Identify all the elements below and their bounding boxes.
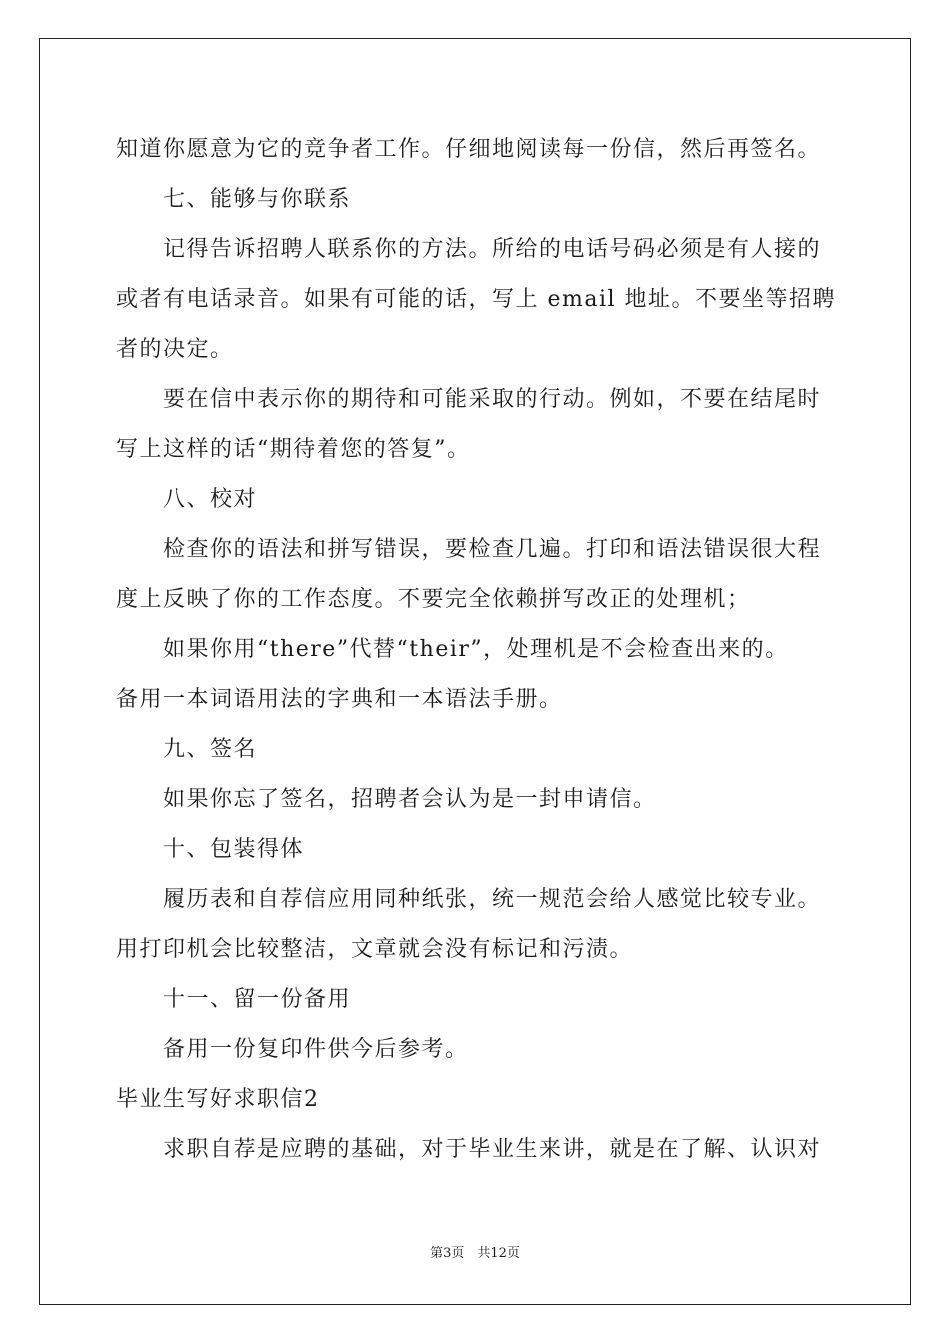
body-line: 知道你愿意为它的竞争者工作。仔细地阅读每一份信，然后再签名。 bbox=[116, 137, 822, 162]
body-line: 如果你用“there”代替“their”，处理机是不会检查出来的。 bbox=[163, 637, 789, 662]
section-heading-10: 十、包装得体 bbox=[163, 837, 305, 862]
section-heading-7: 七、能够与你联系 bbox=[163, 187, 352, 212]
body-line: 履历表和自荐信应用同种纸张，统一规范会给人感觉比较专业。 bbox=[163, 887, 822, 912]
body-line: 记得告诉招聘人联系你的方法。所给的电话号码必须是有人接的 bbox=[163, 237, 822, 262]
article-title: 毕业生写好求职信2 bbox=[116, 1087, 320, 1112]
section-heading-11: 十一、留一份备用 bbox=[163, 987, 352, 1012]
page-footer: 第3页 共12页 bbox=[430, 1246, 520, 1261]
section-heading-8: 八、校对 bbox=[163, 487, 258, 512]
body-line: 者的决定。 bbox=[116, 337, 234, 362]
body-line: 备用一本词语用法的字典和一本语法手册。 bbox=[116, 687, 563, 712]
body-line: 备用一份复印件供今后参考。 bbox=[163, 1037, 469, 1062]
body-line: 或者有电话录音。如果有可能的话，写上 email 地址。不要坐等招聘 bbox=[116, 287, 837, 312]
body-line: 度上反映了你的工作态度。不要完全依赖拼写改正的处理机； bbox=[116, 587, 751, 612]
body-line: 求职自荐是应聘的基础，对于毕业生来讲，就是在了解、认识对 bbox=[163, 1137, 822, 1162]
section-heading-9: 九、签名 bbox=[163, 737, 258, 762]
body-line: 写上这样的话“期待着您的答复”。 bbox=[116, 437, 471, 462]
body-line: 用打印机会比较整洁，文章就会没有标记和污渍。 bbox=[116, 937, 634, 962]
body-line: 检查你的语法和拼写错误，要检查几遍。打印和语法错误很大程 bbox=[163, 537, 822, 562]
body-line: 要在信中表示你的期待和可能采取的行动。例如，不要在结尾时 bbox=[163, 387, 822, 412]
body-line: 如果你忘了签名，招聘者会认为是一封申请信。 bbox=[163, 787, 657, 812]
